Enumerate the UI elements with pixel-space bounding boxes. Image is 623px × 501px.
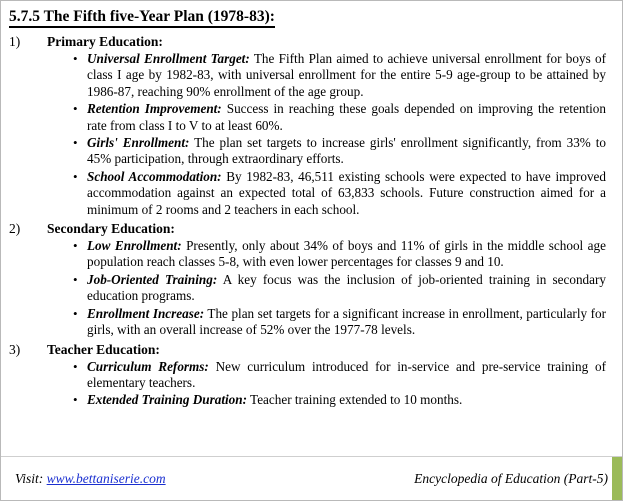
section-primary-education (9, 33, 612, 218)
bullet-text: New curriculum introduced for in-service and pre-service training of elementary teachers. (87, 358, 606, 390)
section-bullets (9, 238, 612, 338)
footer-accent-bar (612, 457, 622, 500)
page-title: 5.7.5 The Fifth five-Year Plan (1978-83): (9, 8, 275, 28)
bullet-label: Job-Oriented Training: (87, 271, 218, 287)
bullet-text: Presently, only about 34% of boys and 11% of girls in the middle school age population reach classes 5-8, with even lower percentages for classes 9 and 10. (87, 238, 606, 270)
bullet-text: The plan set targets for a significant increase in enrollment, particularly for girls, with an overall increase of 52% over the 1977-78 levels. (87, 305, 606, 338)
section-number: 2) (9, 221, 21, 237)
bullet-label: Curriculum Reforms: (87, 358, 209, 374)
section-secondary-education (9, 220, 612, 338)
document-content (1, 1, 622, 456)
bullet-label: Universal Enrollment Target: (87, 51, 250, 66)
bullet-icon: • (73, 168, 78, 184)
bullet-icon: • (73, 238, 78, 254)
bullet-icon: • (73, 271, 78, 287)
list-item (9, 392, 606, 408)
bullet-label: Retention Improvement: (87, 101, 222, 117)
list-item (9, 272, 606, 305)
bullet-icon: • (73, 358, 78, 374)
footer-visit (15, 471, 166, 487)
section-title: Primary Education: (47, 34, 163, 49)
page-footer (1, 456, 622, 500)
section-title: Teacher Education: (47, 341, 160, 357)
bullet-icon: • (73, 135, 78, 151)
sections-list (9, 33, 612, 409)
bullet-label: Low Enrollment: (87, 238, 182, 254)
bullet-text: The plan set targets to increase girls' enrollment significantly, from 33% to 45% participation, through extraordinary efforts. (87, 135, 606, 167)
bullet-text: A key focus was the inclusion of job-oriented training in secondary education programs. (87, 271, 606, 304)
section-number: 3) (9, 341, 21, 357)
footer-inner (1, 457, 622, 500)
section-header (9, 220, 612, 238)
section-teacher-education (9, 341, 612, 409)
section-header (9, 33, 612, 51)
bullet-icon: • (73, 305, 78, 321)
bullet-text: Teacher training extended to 10 months. (247, 392, 463, 408)
bullet-icon: • (73, 392, 78, 408)
bullet-label: Enrollment Increase: (87, 305, 205, 321)
list-item (9, 306, 606, 339)
list-item (9, 135, 606, 168)
page-title-wrap (9, 7, 612, 27)
list-item (9, 101, 606, 134)
bullet-icon: • (73, 101, 78, 117)
footer-website-link[interactable]: www.bettaniserie.com (46, 470, 166, 486)
list-item (9, 238, 606, 271)
bullet-text: The Fifth Plan aimed to achieve universal enrollment for boys of class I age by 1982-83, with universal enrollment for the entire 5-9 age-group to be attained by 1986-87, reaching 90% enrollment of the age group. (87, 51, 607, 99)
list-item (9, 169, 606, 218)
section-number: 1) (9, 34, 21, 49)
section-header (9, 341, 612, 359)
footer-visit-label: Visit: (15, 470, 47, 486)
bullet-label: Girls' Enrollment: (87, 135, 190, 151)
section-bullets (9, 359, 612, 409)
list-item (9, 359, 606, 392)
bullet-text: By 1982-83, 46,511 existing schools were expected to have improved accommodation against an expected total of 63,833 schools. Future construction aimed for a minimum of 2 rooms and 2 teachers in each school. (87, 168, 606, 217)
section-title: Secondary Education: (47, 221, 175, 237)
footer-source-label: Encyclopedia of Education (Part-5) (414, 470, 608, 486)
bullet-label: Extended Training Duration: (87, 392, 247, 408)
bullet-text: Success in reaching these goals depended on improving the retention rate from class I to V to at least 60%. (87, 101, 606, 133)
list-item (9, 51, 606, 100)
bullet-icon: • (73, 51, 78, 66)
bullet-label: School Accommodation: (87, 168, 222, 184)
section-bullets (9, 51, 612, 218)
